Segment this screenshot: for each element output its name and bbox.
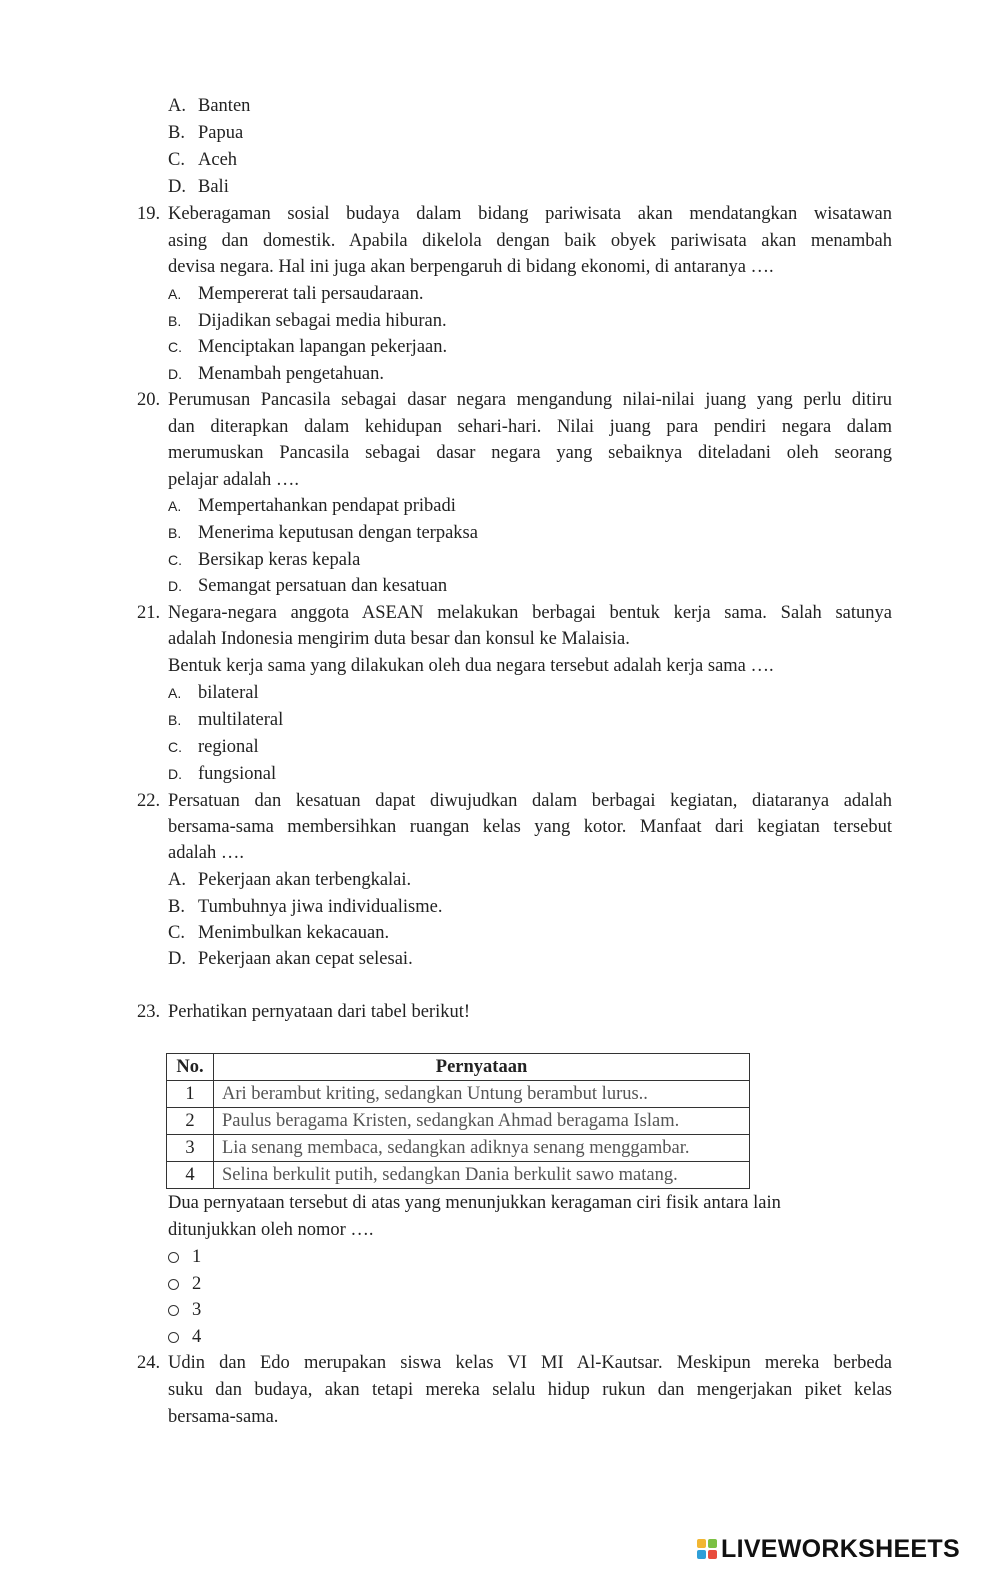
table-row [167,1081,750,1108]
row-number: 1 [167,1081,214,1108]
q20-option-d[interactable]: D. Semangat persatuan dan kesatuan [168,576,448,596]
q18-option-d[interactable]: D. Bali [168,177,229,197]
logo-square [708,1550,717,1559]
logo-square [697,1539,706,1548]
question-text-line: suku dan budaya, akan tetapi mereka selalu hidup rukun dan mengerjakan piket kelas [168,1380,892,1400]
question-number: 20. [137,390,161,410]
table-row [167,1162,750,1189]
radio-button-icon[interactable] [168,1252,179,1263]
q23-radio-option[interactable]: 3 [168,1297,201,1323]
question-text-line: Udin dan Edo merupakan siswa kelas VI MI Al-Kautsar. Meskipun mereka berbeda [168,1353,892,1373]
question-number: 24. [137,1353,161,1373]
question-text-line: Keberagaman sosial budaya dalam bidang pariwisata akan mendatangkan wisatawan [168,204,892,224]
q20-option-a[interactable]: A. Mempertahankan pendapat pribadi [168,496,456,516]
row-statement: Ari berambut kriting, sedangkan Untung berambut lurus.. [214,1081,750,1108]
logo-square [697,1550,706,1559]
q21-option-a[interactable]: A. bilateral [168,683,259,703]
question-prompt: Perhatikan pernyataan dari tabel berikut! [168,1002,471,1022]
radio-button-icon[interactable] [168,1305,179,1316]
question-text-line: Perumusan Pancasila sebagai dasar negara mengandung nilai-nilai juang yang perlu ditiru [168,390,892,410]
question-text-line: Negara-negara anggota ASEAN melakukan berbagai bentuk kerja sama. Salah satunya [168,603,892,623]
statement-table [166,1053,750,1189]
question-text-line: merumuskan Pancasila sebagai dasar negara yang sebaiknya diteladani oleh seorang [168,443,892,463]
radio-button-icon[interactable] [168,1279,179,1290]
radio-button-icon[interactable] [168,1332,179,1343]
q22-option-d[interactable]: D. Pekerjaan akan cepat selesai. [168,949,413,969]
question-text-line: Bentuk kerja sama yang dilakukan oleh dua negara tersebut adalah kerja sama …. [168,656,774,676]
question-number: 22. [137,791,161,811]
question-text-line: Dua pernyataan tersebut di atas yang menunjukkan keragaman ciri fisik antara lain [168,1193,781,1213]
question-text-line: dan diterapkan dalam kehidupan sehari-hari. Nilai juang para pendiri negara dalam [168,417,892,437]
q20-option-c[interactable]: C. Bersikap keras kepala [168,550,361,570]
question-number: 23. [137,1002,161,1022]
question-text-line: asing dan domestik. Apabila dikelola dengan baik obyek pariwisata akan menambah [168,231,892,251]
row-statement: Lia senang membaca, sedangkan adiknya senang menggambar. [214,1135,750,1162]
logo-square [708,1539,717,1548]
question-text-line: devisa negara. Hal ini juga akan berpengaruh di bidang ekonomi, di antaranya …. [168,257,774,277]
row-number: 3 [167,1135,214,1162]
table-header-statement: Pernyataan [214,1054,750,1081]
q23-radio-option[interactable]: 1 [168,1244,201,1270]
row-number: 4 [167,1162,214,1189]
q23-radio-option[interactable]: 2 [168,1271,201,1297]
row-number: 2 [167,1108,214,1135]
question-number: 21. [137,603,161,623]
q18-option-c[interactable]: C. Aceh [168,150,238,170]
question-text-line: Persatuan dan kesatuan dapat diwujudkan dalam berbagai kegiatan, diataranya adalah [168,791,892,811]
table-row [167,1135,750,1162]
question-text-line: bersama-sama. [168,1407,279,1427]
table-header-row [167,1054,750,1081]
q18-option-a[interactable]: A. Banten [168,96,251,116]
q22-option-b[interactable]: B. Tumbuhnya jiwa individualisme. [168,897,443,917]
question-text-line: adalah …. [168,843,245,863]
q23-radio-option[interactable]: 4 [168,1324,201,1350]
q19-option-a[interactable]: A. Mempererat tali persaudaraan. [168,284,424,304]
q21-option-d[interactable]: D. fungsional [168,764,277,784]
question-text-line: adalah Indonesia mengirim duta besar dan konsul ke Malaisia. [168,629,630,649]
row-statement: Paulus beragama Kristen, sedangkan Ahmad beragama Islam. [214,1108,750,1135]
question-number: 19. [137,204,161,224]
q19-option-d[interactable]: D. Menambah pengetahuan. [168,364,384,384]
question-text-line: pelajar adalah …. [168,470,299,490]
row-statement: Selina berkulit putih, sedangkan Dania berkulit sawo matang. [214,1162,750,1189]
logo-grid-icon [697,1539,717,1559]
question-text-line: ditunjukkan oleh nomor …. [168,1220,374,1240]
q22-option-a[interactable]: A. Pekerjaan akan terbengkalai. [168,870,412,890]
q19-option-b[interactable]: B. Dijadikan sebagai media hiburan. [168,311,447,331]
logo-text: LIVEWORKSHEETS [721,1534,960,1563]
liveworksheets-logo[interactable] [697,1536,960,1562]
q20-option-b[interactable]: B. Menerima keputusan dengan terpaksa [168,523,478,543]
q22-option-c[interactable]: C. Menimbulkan kekacauan. [168,923,390,943]
q19-option-c[interactable]: C. Menciptakan lapangan pekerjaan. [168,337,448,357]
q21-option-c[interactable]: C. regional [168,737,259,757]
question-text-line: bersama-sama membersihkan ruangan kelas yang kotor. Manfaat dari kegiatan tersebut [168,817,892,837]
table-header-no: No. [167,1054,214,1081]
q21-option-b[interactable]: B. multilateral [168,710,284,730]
q18-option-b[interactable]: B. Papua [168,123,244,143]
table-row [167,1108,750,1135]
